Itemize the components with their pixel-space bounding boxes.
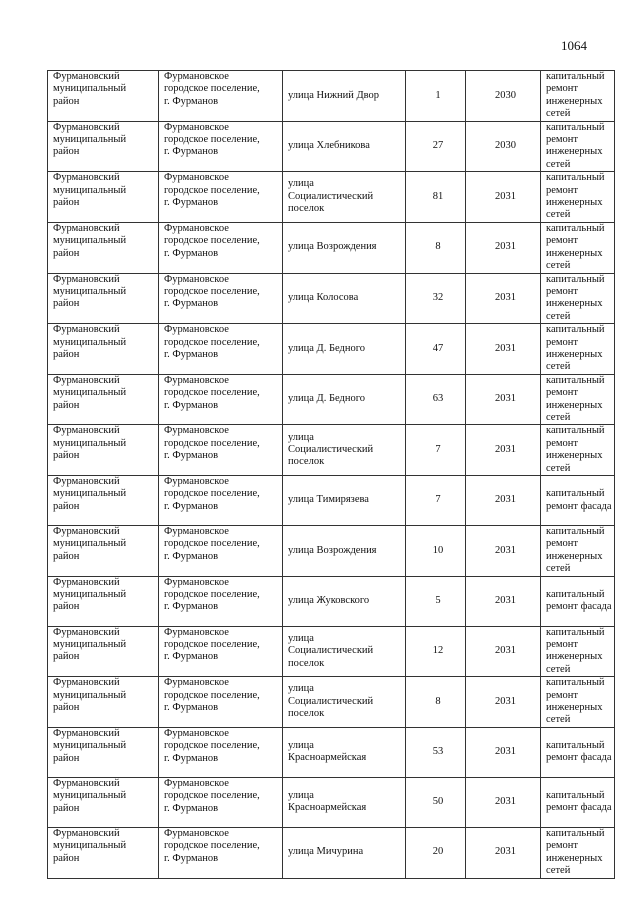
work-type-cell: капитальный ремонт инженерных сетей (541, 677, 615, 728)
table-row (48, 476, 615, 526)
year-cell: 2031 (466, 827, 541, 878)
table-row (48, 71, 615, 122)
table-body (48, 71, 615, 879)
house-number-cell: 47 (406, 324, 466, 375)
district-cell: Фурмановский муниципальный район (48, 222, 159, 273)
work-type-cell: капитальный ремонт фасада (541, 727, 615, 777)
street-cell: улица Тимирязева (283, 476, 406, 526)
district-cell: Фурмановский муниципальный район (48, 827, 159, 878)
district-cell: Фурмановский муниципальный район (48, 324, 159, 375)
work-type-cell: капитальный ремонт инженерных сетей (541, 71, 615, 122)
settlement-cell: Фурмановское городское поселение, г. Фурманов (159, 677, 283, 728)
settlement-cell: Фурмановское городское поселение, г. Фурманов (159, 425, 283, 476)
house-number-cell: 50 (406, 777, 466, 827)
district-cell: Фурмановский муниципальный район (48, 273, 159, 324)
table-row (48, 626, 615, 677)
work-type-cell: капитальный ремонт инженерных сетей (541, 273, 615, 324)
street-cell: улица Д. Бедного (283, 324, 406, 375)
year-cell: 2031 (466, 374, 541, 425)
table-row (48, 425, 615, 476)
work-type-cell: капитальный ремонт инженерных сетей (541, 526, 615, 577)
street-cell: улица Колосова (283, 273, 406, 324)
house-number-cell: 12 (406, 626, 466, 677)
house-number-cell: 10 (406, 526, 466, 577)
settlement-cell: Фурмановское городское поселение, г. Фурманов (159, 374, 283, 425)
table-row (48, 222, 615, 273)
district-cell: Фурмановский муниципальный район (48, 121, 159, 172)
table-row (48, 374, 615, 425)
district-cell: Фурмановский муниципальный район (48, 172, 159, 223)
settlement-cell: Фурмановское городское поселение, г. Фурманов (159, 777, 283, 827)
year-cell: 2031 (466, 476, 541, 526)
year-cell: 2031 (466, 425, 541, 476)
year-cell: 2031 (466, 222, 541, 273)
district-cell: Фурмановский муниципальный район (48, 526, 159, 577)
house-number-cell: 81 (406, 172, 466, 223)
year-cell: 2031 (466, 526, 541, 577)
work-type-cell: капитальный ремонт инженерных сетей (541, 827, 615, 878)
settlement-cell: Фурмановское городское поселение, г. Фурманов (159, 626, 283, 677)
house-number-cell: 27 (406, 121, 466, 172)
house-number-cell: 8 (406, 677, 466, 728)
settlement-cell: Фурмановское городское поселение, г. Фурманов (159, 324, 283, 375)
table-row (48, 172, 615, 223)
district-cell: Фурмановский муниципальный район (48, 727, 159, 777)
house-number-cell: 5 (406, 576, 466, 626)
work-type-cell: капитальный ремонт инженерных сетей (541, 374, 615, 425)
work-type-cell: капитальный ремонт инженерных сетей (541, 222, 615, 273)
street-cell: улица Красноармейская (283, 777, 406, 827)
repair-schedule-table (47, 70, 615, 879)
settlement-cell: Фурмановское городское поселение, г. Фурманов (159, 827, 283, 878)
house-number-cell: 1 (406, 71, 466, 122)
year-cell: 2031 (466, 777, 541, 827)
house-number-cell: 20 (406, 827, 466, 878)
year-cell: 2031 (466, 677, 541, 728)
table-row (48, 827, 615, 878)
table-row (48, 324, 615, 375)
district-cell: Фурмановский муниципальный район (48, 626, 159, 677)
work-type-cell: капитальный ремонт фасада (541, 576, 615, 626)
table-row (48, 526, 615, 577)
year-cell: 2031 (466, 727, 541, 777)
work-type-cell: капитальный ремонт инженерных сетей (541, 121, 615, 172)
settlement-cell: Фурмановское городское поселение, г. Фурманов (159, 172, 283, 223)
table-row (48, 777, 615, 827)
year-cell: 2031 (466, 576, 541, 626)
district-cell: Фурмановский муниципальный район (48, 476, 159, 526)
table-row (48, 273, 615, 324)
year-cell: 2031 (466, 172, 541, 223)
district-cell: Фурмановский муниципальный район (48, 71, 159, 122)
work-type-cell: капитальный ремонт фасада (541, 777, 615, 827)
year-cell: 2031 (466, 324, 541, 375)
settlement-cell: Фурмановское городское поселение, г. Фурманов (159, 273, 283, 324)
street-cell: улица Хлебникова (283, 121, 406, 172)
settlement-cell: Фурмановское городское поселение, г. Фурманов (159, 121, 283, 172)
settlement-cell: Фурмановское городское поселение, г. Фурманов (159, 476, 283, 526)
table-row (48, 677, 615, 728)
house-number-cell: 8 (406, 222, 466, 273)
settlement-cell: Фурмановское городское поселение, г. Фурманов (159, 71, 283, 122)
house-number-cell: 7 (406, 425, 466, 476)
street-cell: улица Социалистический поселок (283, 677, 406, 728)
street-cell: улица Красноармейская (283, 727, 406, 777)
street-cell: улица Мичурина (283, 827, 406, 878)
house-number-cell: 63 (406, 374, 466, 425)
street-cell: улица Нижний Двор (283, 71, 406, 122)
work-type-cell: капитальный ремонт инженерных сетей (541, 425, 615, 476)
work-type-cell: капитальный ремонт инженерных сетей (541, 626, 615, 677)
table-row (48, 576, 615, 626)
district-cell: Фурмановский муниципальный район (48, 576, 159, 626)
district-cell: Фурмановский муниципальный район (48, 777, 159, 827)
work-type-cell: капитальный ремонт фасада (541, 476, 615, 526)
year-cell: 2031 (466, 626, 541, 677)
house-number-cell: 32 (406, 273, 466, 324)
settlement-cell: Фурмановское городское поселение, г. Фурманов (159, 222, 283, 273)
table-row (48, 727, 615, 777)
street-cell: улица Возрождения (283, 526, 406, 577)
table-row (48, 121, 615, 172)
settlement-cell: Фурмановское городское поселение, г. Фурманов (159, 727, 283, 777)
district-cell: Фурмановский муниципальный район (48, 425, 159, 476)
district-cell: Фурмановский муниципальный район (48, 374, 159, 425)
street-cell: улица Социалистический поселок (283, 425, 406, 476)
settlement-cell: Фурмановское городское поселение, г. Фурманов (159, 576, 283, 626)
street-cell: улица Возрождения (283, 222, 406, 273)
year-cell: 2030 (466, 121, 541, 172)
house-number-cell: 7 (406, 476, 466, 526)
house-number-cell: 53 (406, 727, 466, 777)
street-cell: улица Социалистический поселок (283, 626, 406, 677)
year-cell: 2031 (466, 273, 541, 324)
street-cell: улица Социалистический поселок (283, 172, 406, 223)
settlement-cell: Фурмановское городское поселение, г. Фурманов (159, 526, 283, 577)
page-number: 1064 (561, 38, 587, 53)
street-cell: улица Д. Бедного (283, 374, 406, 425)
year-cell: 2030 (466, 71, 541, 122)
work-type-cell: капитальный ремонт инженерных сетей (541, 172, 615, 223)
district-cell: Фурмановский муниципальный район (48, 677, 159, 728)
street-cell: улица Жуковского (283, 576, 406, 626)
work-type-cell: капитальный ремонт инженерных сетей (541, 324, 615, 375)
